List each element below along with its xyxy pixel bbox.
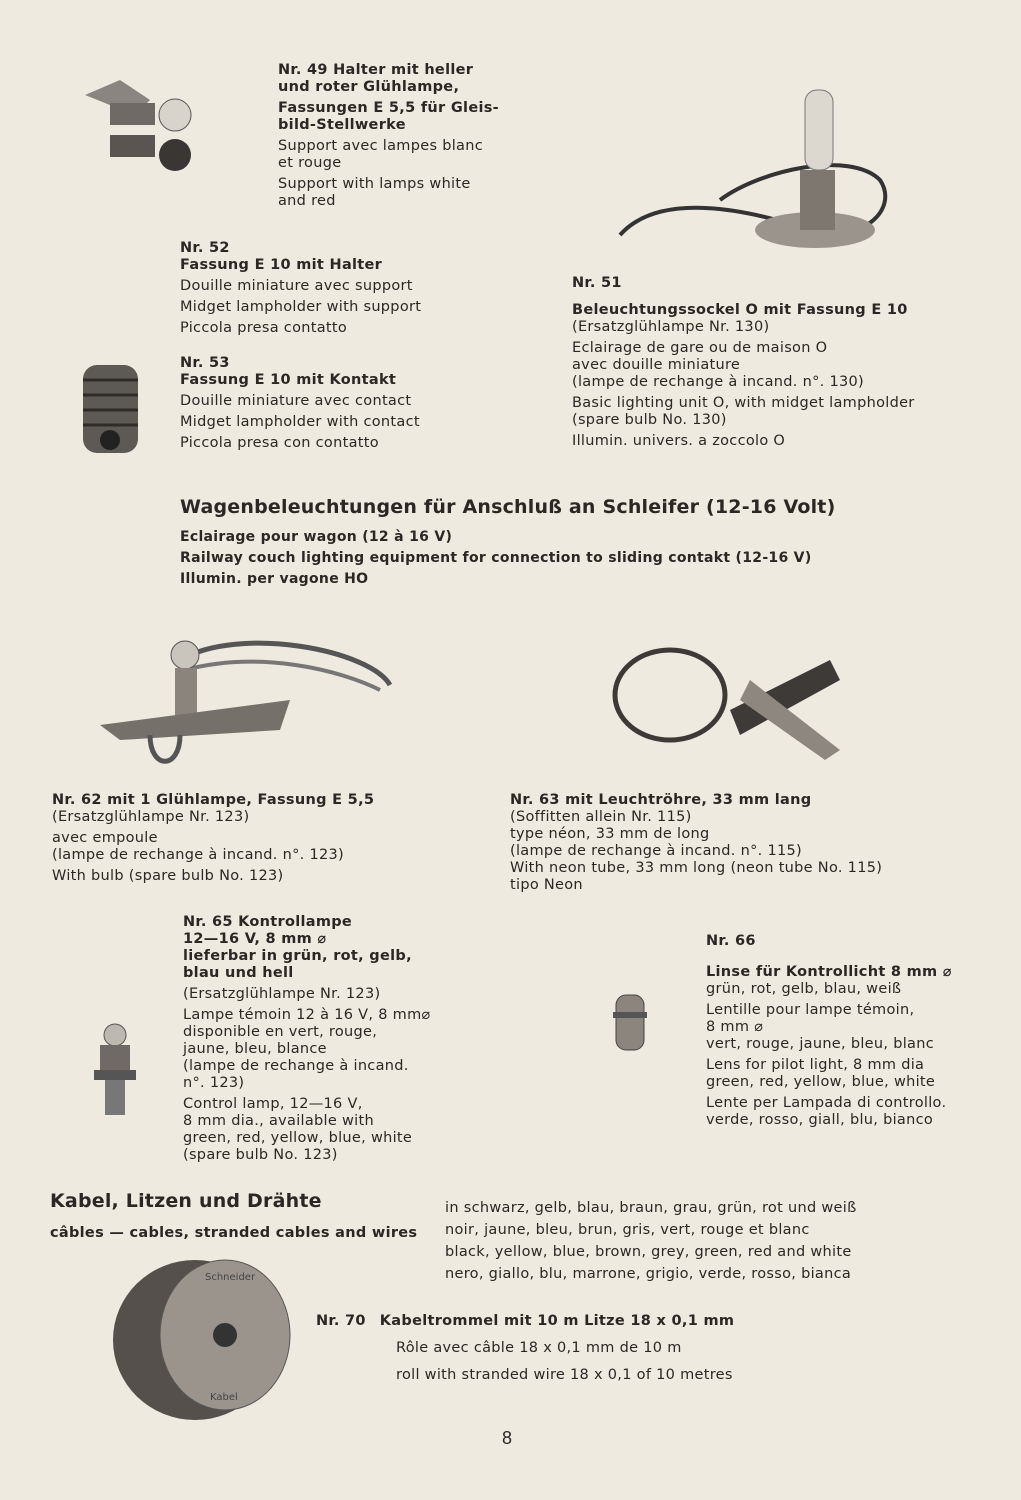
wagon-light-nr63-image (600, 640, 860, 790)
cable-colors-fr: noir, jaune, bleu, brun, gris, vert, rouge et blanc (445, 1222, 810, 1238)
section-heading-cable: Kabel, Litzen und Drähte (50, 1190, 322, 1212)
nr66-fr: 8 mm ⌀ (706, 1019, 764, 1035)
nr66-title: Linse für Kontrollicht 8 mm ⌀ (706, 964, 952, 980)
nr63-line: (lampe de rechange à incand. n°. 115) (510, 843, 802, 859)
svg-text:Schneider: Schneider (205, 1272, 256, 1283)
nr70-en: roll with stranded wire 18 x 0,1 of 10 metres (396, 1367, 733, 1383)
nr53-en: Midget lampholder with contact (180, 414, 420, 430)
nr65-en: 8 mm dia., available with (183, 1113, 374, 1129)
nr62-line: (Ersatzglühlampe Nr. 123) (52, 809, 250, 825)
nr62-line: (lampe de rechange à incand. n°. 123) (52, 847, 344, 863)
nr70-title: Kabeltrommel mit 10 m Litze 18 x 0,1 mm (379, 1313, 735, 1329)
nr51-title: Beleuchtungssockel O mit Fassung E 10 (572, 302, 908, 318)
nr51-fr: avec douille miniature (572, 357, 741, 373)
nr65-fr: jaune, bleu, blance (183, 1041, 327, 1057)
nr70-fr: Rôle avec câble 18 x 0,1 mm de 10 m (396, 1340, 682, 1356)
nr65-fr: disponible en vert, rouge, (183, 1024, 378, 1040)
nr51-fr: (lampe de rechange à incand. n°. 130) (572, 374, 864, 390)
nr66-en: Lens for pilot light, 8 mm dia (706, 1057, 925, 1073)
nr62-line: avec empoule (52, 830, 158, 846)
nr51-number: Nr. 51 (572, 275, 622, 291)
nr62-title: Nr. 62 mit 1 Glühlampe, Fassung E 5,5 (52, 792, 375, 808)
nr65-en: (spare bulb No. 123) (183, 1147, 338, 1163)
nr51-spare: (Ersatzglühlampe Nr. 130) (572, 319, 770, 335)
nr70-number: Nr. 70 (316, 1313, 366, 1329)
nr65-fr: Lampe témoin 12 à 16 V, 8 mm⌀ (183, 1007, 431, 1023)
section-wagon-subtitles (180, 527, 812, 590)
nr63-title: Nr. 63 mit Leuchtröhre, 33 mm lang (510, 792, 812, 808)
nr65-en: Control lamp, 12—16 V, (183, 1096, 363, 1112)
nr49-title-line: Fassungen E 5,5 für Gleis- (278, 100, 499, 116)
nr65-title-line: lieferbar in grün, rot, gelb, (183, 948, 412, 964)
wagon-sub-it: Illumin. per vagone HO (180, 571, 369, 587)
nr52-it: Piccola presa contatto (180, 320, 348, 336)
page-number: 8 (502, 1428, 513, 1448)
svg-text:Kabel: Kabel (210, 1392, 238, 1403)
nr65-en: green, red, yellow, blue, white (183, 1130, 413, 1146)
nr53-number: Nr. 53 (180, 355, 230, 371)
nr53-it: Piccola presa con contatto (180, 435, 379, 451)
section-heading-wagon: Wagenbeleuchtungen für Anschluß an Schleifer (12-16 Volt) (180, 496, 836, 518)
cable-colors-it: nero, giallo, blu, marrone, grigio, verde, rosso, bianca (445, 1266, 852, 1282)
nr65-text (183, 914, 431, 1164)
nr66-it: Lente per Lampada di controllo. (706, 1095, 947, 1111)
nr52-title: Fassung E 10 mit Halter (180, 257, 383, 273)
nr51-fr: Eclairage de gare ou de maison O (572, 340, 828, 356)
nr49-title-line: bild-Stellwerke (278, 117, 406, 133)
nr53-text (180, 355, 420, 452)
wagon-light-nr62-image (90, 630, 400, 780)
cable-colors-de: in schwarz, gelb, blau, braun, grau, grün, rot und weiß (445, 1200, 857, 1216)
nr63-line: tipo Neon (510, 877, 583, 893)
wagon-sub-fr: Eclairage pour wagon (12 à 16 V) (180, 529, 453, 545)
nr65-title-line: blau und hell (183, 965, 294, 981)
nr49-text (278, 62, 499, 210)
nr52-fr: Douille miniature avec support (180, 278, 413, 294)
nr49-fr: et rouge (278, 155, 342, 171)
nr66-de: grün, rot, gelb, blau, weiß (706, 981, 902, 997)
nr51-en: Basic lighting unit O, with midget lampholder (572, 395, 915, 411)
cable-colors-en: black, yellow, blue, brown, grey, green, red and white (445, 1244, 852, 1260)
nr66-fr: vert, rouge, jaune, bleu, blanc (706, 1036, 934, 1052)
nr52-number: Nr. 52 (180, 240, 230, 256)
lamp-holder-nr49-image (80, 75, 220, 185)
nr52-text (180, 240, 421, 337)
nr53-fr: Douille miniature avec contact (180, 393, 412, 409)
lampholder-nr53-image (75, 360, 145, 460)
nr70-text (316, 1313, 734, 1384)
nr66-text (706, 933, 952, 1129)
nr52-en: Midget lampholder with support (180, 299, 422, 315)
section-cable-subtitle: câbles — cables, stranded cables and wires (50, 1225, 418, 1241)
wagon-sub-en: Railway couch lighting equipment for connection to sliding contakt (12-16 V) (180, 550, 812, 566)
nr63-text (510, 792, 882, 894)
cable-colors (445, 1197, 857, 1285)
lens-nr66-image (610, 990, 650, 1055)
nr63-line: type néon, 33 mm de long (510, 826, 710, 842)
nr65-spare: (Ersatzglühlampe Nr. 123) (183, 986, 381, 1002)
nr66-fr: Lentille pour lampe témoin, (706, 1002, 915, 1018)
nr51-text (572, 275, 915, 450)
nr49-title-line: und roter Glühlampe, (278, 79, 460, 95)
nr49-fr: Support avec lampes blanc (278, 138, 484, 154)
nr66-en: green, red, yellow, blue, white (706, 1074, 936, 1090)
nr63-line: With neon tube, 33 mm long (neon tube No. 115) (510, 860, 883, 876)
nr49-en: and red (278, 193, 336, 209)
nr62-line: With bulb (spare bulb No. 123) (52, 868, 284, 884)
lighting-base-nr51-image (600, 70, 910, 260)
nr66-number: Nr. 66 (706, 933, 756, 949)
nr65-fr: (lampe de rechange à incand. (183, 1058, 409, 1074)
nr49-title: Nr. 49 Halter mit heller (278, 62, 474, 78)
cable-drum-nr70-image (105, 1255, 305, 1425)
nr63-line: (Soffitten allein Nr. 115) (510, 809, 692, 825)
nr53-title: Fassung E 10 mit Kontakt (180, 372, 397, 388)
nr51-it: Illumin. univers. a zoccolo O (572, 433, 786, 449)
nr65-title-line: 12—16 V, 8 mm ⌀ (183, 931, 327, 947)
control-lamp-nr65-image (90, 1020, 140, 1120)
nr49-en: Support with lamps white (278, 176, 471, 192)
nr65-fr: n°. 123) (183, 1075, 245, 1091)
nr51-en: (spare bulb No. 130) (572, 412, 727, 428)
nr66-it: verde, rosso, giall, blu, bianco (706, 1112, 934, 1128)
nr62-text (52, 792, 374, 885)
nr65-title: Nr. 65 Kontrollampe (183, 914, 353, 930)
